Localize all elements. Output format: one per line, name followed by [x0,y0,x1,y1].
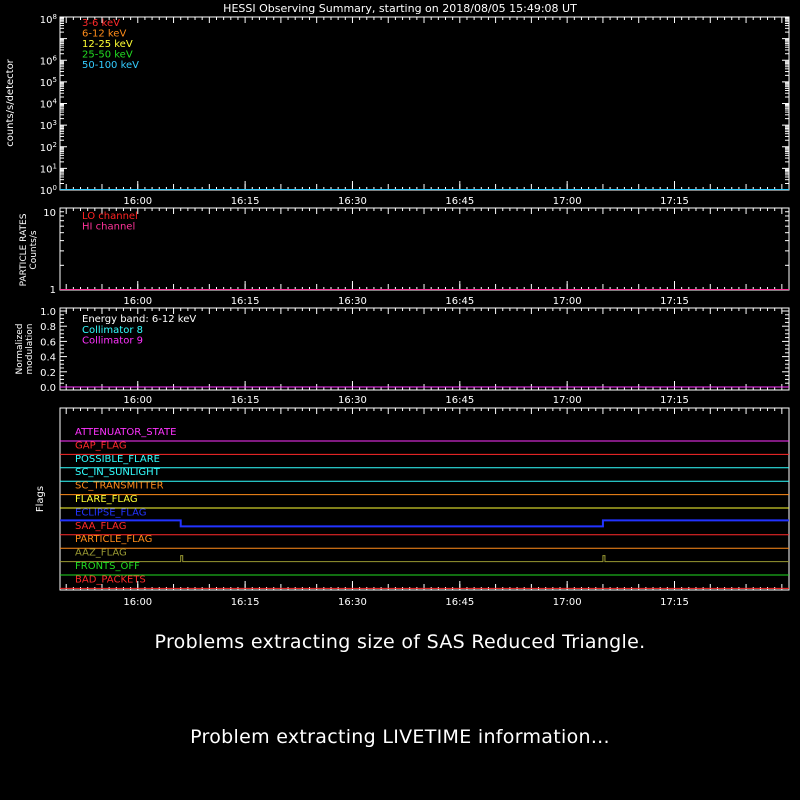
flag-label: ATTENUATOR_STATE [75,427,177,438]
particle-rates-y-axis-label: PARTICLE RATES [19,213,29,287]
modulation-y-tick-label: 1.0 [40,307,56,318]
flags-x-tick-label: 17:15 [660,597,689,608]
modulation-x-tick-label: 16:15 [230,395,260,406]
flag-line [60,556,789,562]
count-rates-y-tick-label: $10^5$ [39,75,57,89]
flags-x-tick-label: 16:15 [230,597,260,608]
particle-rates-y-tick-label: 1 [49,285,56,296]
modulation-y-tick-label: 0.4 [40,352,56,364]
chart-title: HESSI Observing Summary, starting on 2018/08/05 15:49:08 UT [223,2,577,15]
flags-x-tick-label: 16:00 [123,597,153,608]
count-rates-x-tick-label: 16:45 [445,196,475,207]
modulation-legend-entry: Collimator 8 [82,325,143,336]
flag-label: PARTICLE_FLAG [75,534,153,546]
modulation-y-tick-label: 0.0 [40,383,56,394]
count-rates-y-tick-label: $10^1$ [39,162,57,176]
particle-rates-x-tick-label: 16:30 [338,296,367,307]
modulation-x-tick-label: 16:30 [338,395,367,406]
flag-label: FRONTS_OFF [75,561,140,572]
flag-label: SC_TRANSMITTER [75,480,164,492]
count-rates-legend-entry: 3-6 keV [82,18,120,29]
modulation-y-axis-label-2: modulation [25,323,35,375]
particle-rates-frame [60,208,789,290]
modulation-x-tick-label: 16:00 [123,395,153,406]
count-rates-legend-entry: 50-100 keV [82,60,140,71]
flag-label: BAD_PACKETS [75,574,146,586]
particle-rates-legend-entry: HI channel [82,221,136,233]
livetime-error-message: Problem extracting LIVETIME information... [190,726,610,748]
count-rates-x-tick-label: 16:30 [338,196,367,207]
count-rates-y-axis-label: counts/s/detector [5,59,16,147]
count-rates-legend-entry: 12-25 keV [82,39,133,50]
count-rates-x-tick-label: 16:00 [123,196,153,207]
count-rates-y-tick-label: $10^8$ [39,13,57,26]
count-rates-frame [60,17,789,190]
count-rates-legend-entry: 25-50 keV [82,49,133,61]
particle-rates-x-tick-label: 17:15 [660,296,689,307]
count-rates-y-tick-label: $10^4$ [39,97,57,111]
count-rates-legend-entry: 6-12 keV [82,28,127,40]
modulation-y-axis-label: Normalized [15,323,25,375]
flags-x-tick-label: 17:00 [552,597,582,608]
particle-rates-x-tick-label: 17:00 [552,296,582,307]
flags-x-tick-label: 16:45 [445,597,475,608]
particle-rates-y-tick-label: 10 [43,208,56,219]
modulation-x-tick-label: 16:45 [445,395,475,406]
flag-label: FLARE_FLAG [75,494,138,505]
flag-label: SAA_FLAG [75,520,127,532]
count-rates-x-tick-label: 17:15 [660,196,689,207]
flag-label: ECLIPSE_FLAG [75,507,147,519]
particle-rates-legend-entry: LO channel [82,211,138,222]
modulation-x-tick-label: 17:00 [552,395,582,406]
count-rates-y-tick-label: $10^0$ [39,184,57,197]
modulation-x-tick-label: 17:15 [660,395,689,406]
sas-error-message: Problems extracting size of SAS Reduced Triangle. [154,631,646,653]
count-rates-y-tick-label: $10^3$ [39,119,57,133]
flags-y-axis-label: Flags [35,485,46,513]
modulation-energy-band-annotation: Energy band: 6-12 keV [82,314,197,325]
count-rates-x-tick-label: 16:15 [230,196,260,207]
modulation-y-tick-label: 0.2 [40,367,56,379]
particle-rates-x-tick-label: 16:15 [230,296,260,307]
flags-x-tick-label: 16:30 [338,597,367,608]
flag-label: GAP_FLAG [75,440,127,452]
count-rates-y-tick-label: $10^2$ [39,140,57,154]
particle-rates-x-tick-label: 16:00 [123,296,153,307]
particle-rates-y-axis-unit: Counts/s [29,230,39,270]
modulation-y-tick-label: 0.8 [40,322,56,334]
count-rates-x-tick-label: 17:00 [552,196,582,207]
particle-rates-x-tick-label: 16:45 [445,296,475,307]
flag-label: SC_IN_SUNLIGHT [75,467,160,479]
modulation-y-tick-label: 0.6 [40,337,56,349]
modulation-legend-entry: Collimator 9 [82,335,143,347]
flag-label: POSSIBLE_FLARE [75,453,160,465]
count-rates-y-tick-label: $10^6$ [39,54,57,68]
flag-line [60,520,789,526]
flag-label: AAZ_FLAG [75,547,127,559]
